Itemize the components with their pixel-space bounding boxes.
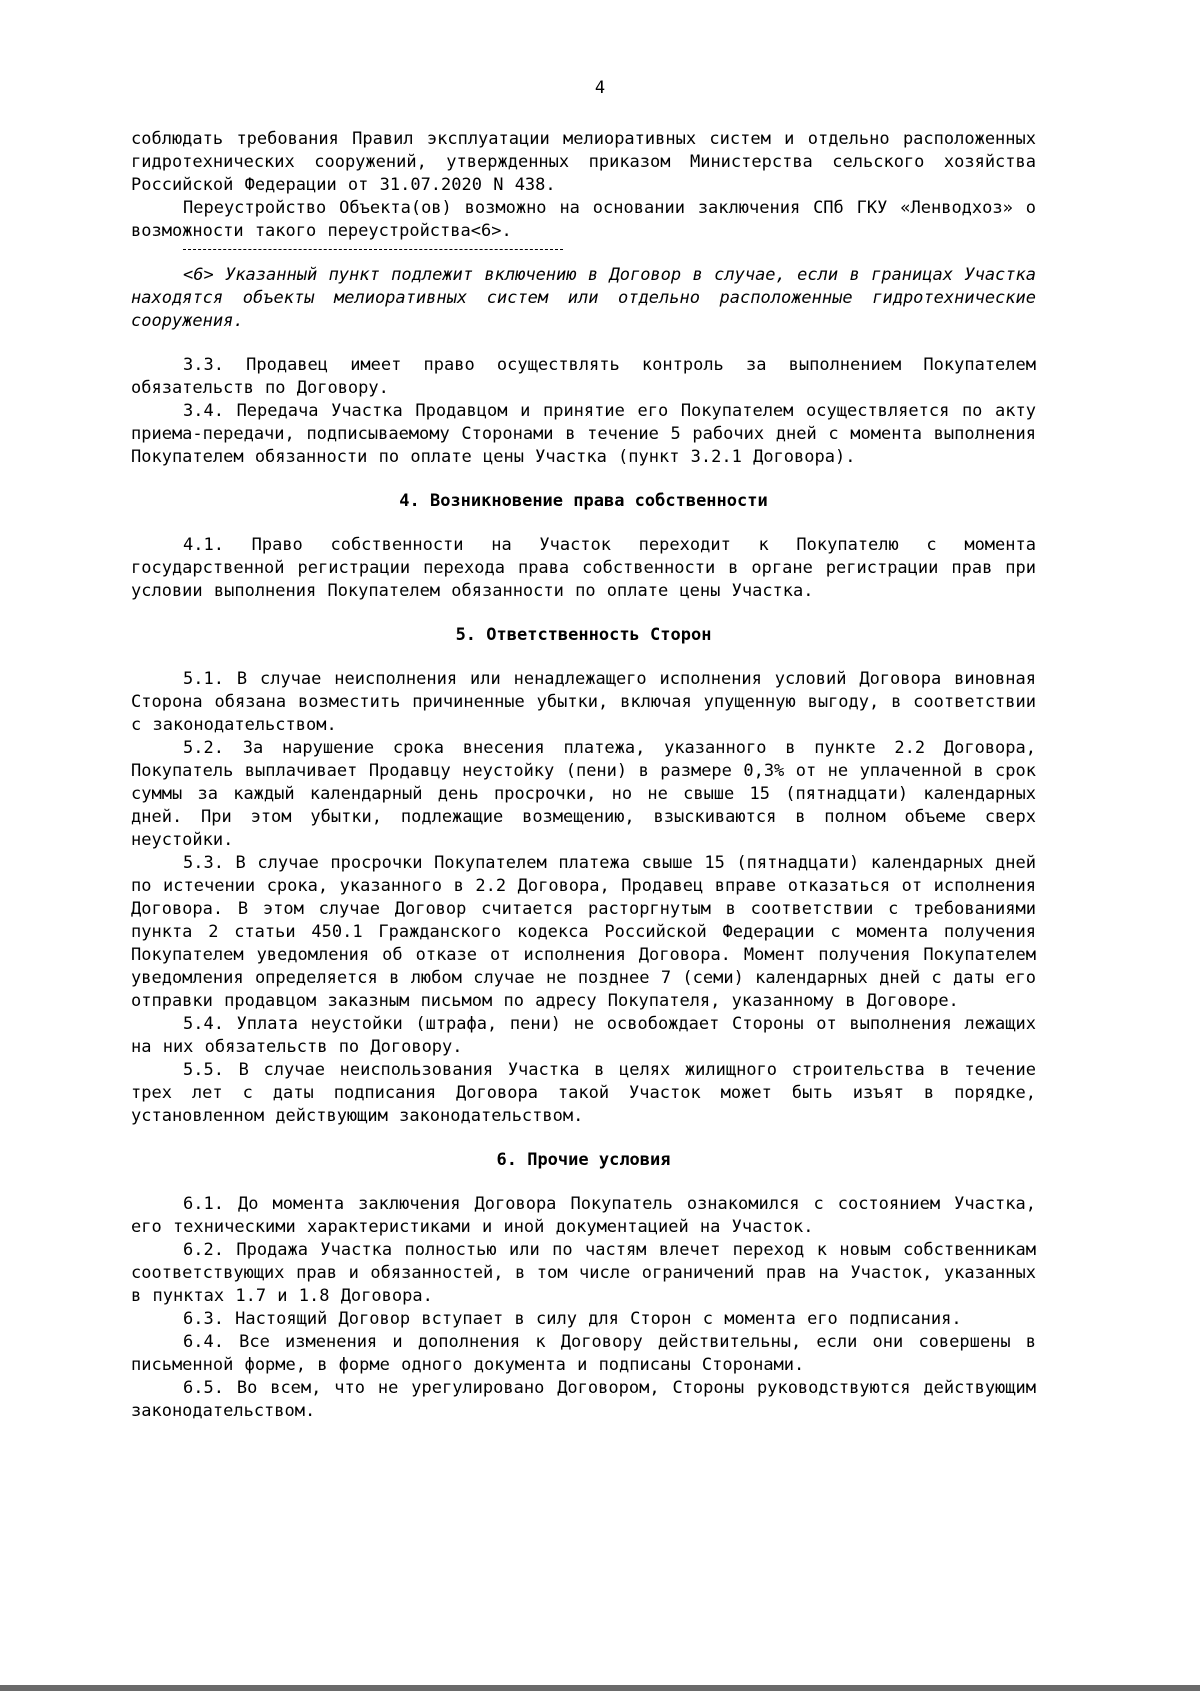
clause-3-4: 3.4. Передача Участка Продавцом и принятие его Покупателем осуществляется по акту приема-передачи, подписываемому Сторонами в течение 5 рабочих дней с момента выполнения Покупателем обязанности по оплате цены Участка (пункт 3.2.1 Договора). — [131, 401, 1036, 467]
clause-5-4: 5.4. Уплата неустойки (штрафа, пени) не освобождает Стороны от выполнения лежащих на них обязательств по Договору. — [131, 1014, 1036, 1057]
clause-4-1: 4.1. Право собственности на Участок переходит к Покупателю с момента государственной регистрации перехода права собственности в органе регистрации прав при условии выполнения Покупателем обязанности по оплате цены Участка. — [131, 535, 1036, 601]
footnote: <6> Указанный пункт подлежит включению в Договор в случае, если в границах Участка находятся объекты мелиоративных систем или отдельно расположенные гидротехнические сооружения. — [131, 265, 1036, 331]
intro-paragraph: соблюдать требования Правил эксплуатации мелиоративных систем и отдельно расположенных гидротехнических сооружений, утвержденных приказом Министерства сельского хозяйства Российской Федерации от 31.07.2020 N 438. — [131, 129, 1036, 195]
clause-6-1: 6.1. До момента заключения Договора Покупатель ознакомился с состоянием Участка, его техническими характеристиками и иной документацией на Участок. — [131, 1194, 1036, 1237]
clause-3-3: 3.3. Продавец имеет право осуществлять контроль за выполнением Покупателем обязательств по Договору. — [131, 355, 1036, 398]
section-heading-5: 5. Ответственность Сторон — [455, 625, 712, 645]
clause-6-3: 6.3. Настоящий Договор вступает в силу для Сторон с момента его подписания. — [183, 1309, 962, 1329]
clause-6-5: 6.5. Во всем, что не урегулировано Договором, Стороны руководствуются действующим законодательством. — [131, 1378, 1036, 1421]
clause-6-2: 6.2. Продажа Участка полностью или по частям влечет переход к новым собственникам соответствующих прав и обязанностей, в том числе ограничений прав на Участок, указанных в пунктах 1.7 и 1.8 Договора. — [131, 1240, 1036, 1306]
intro-paragraph: Переустройство Объекта(ов) возможно на основании заключения СПб ГКУ «Ленводхоз» о возможности такого переустройства<6>. — [131, 198, 1036, 241]
section-heading-4: 4. Возникновение права собственности — [399, 491, 768, 511]
scan-edge — [0, 1685, 1200, 1691]
document-body — [131, 128, 1036, 1423]
footnote-separator — [183, 249, 563, 250]
clause-5-1: 5.1. В случае неисполнения или ненадлежащего исполнения условий Договора виновная Сторона обязана возместить причиненные убытки, включая упущенную выгоду, в соответствии с законодательством. — [131, 669, 1036, 735]
clause-5-5: 5.5. В случае неиспользования Участка в целях жилищного строительства в течение трех лет с даты подписания Договора такой Участок может быть изъят в порядке, установленном действующим законодательством. — [131, 1060, 1036, 1126]
clause-5-2: 5.2. За нарушение срока внесения платежа, указанного в пункте 2.2 Договора, Покупатель выплачивает Продавцу неустойку (пени) в размере 0,3% от не уплаченной в срок суммы за каждый календарный день просрочки, но не свыше 15 (пятнадцати) календарных дней. При этом убытки, подлежащие возмещению, взыскиваются в полном объеме сверх неустойки. — [131, 738, 1036, 850]
clause-5-3: 5.3. В случае просрочки Покупателем платежа свыше 15 (пятнадцати) календарных дней по истечении срока, указанного в 2.2 Договора, Продавец вправе отказаться от исполнения Договора. В этом случае Договор считается расторгнутым в соответствии с требованиями пункта 2 статьи 450.1 Гражданского кодекса Российской Федерации с момента получения Покупателем уведомления об отказе от исполнения Договора. Момент получения Покупателем уведомления определяется в любом случае не позднее 7 (семи) календарных дней с даты его отправки продавцом заказным письмом по адресу Покупателя, указанному в Договоре. — [131, 853, 1036, 1011]
clause-6-4: 6.4. Все изменения и дополнения к Договору действительны, если они совершены в письменной форме, в форме одного документа и подписаны Сторонами. — [131, 1332, 1036, 1375]
page-number: 4 — [594, 78, 606, 98]
section-heading-6: 6. Прочие условия — [496, 1150, 671, 1170]
